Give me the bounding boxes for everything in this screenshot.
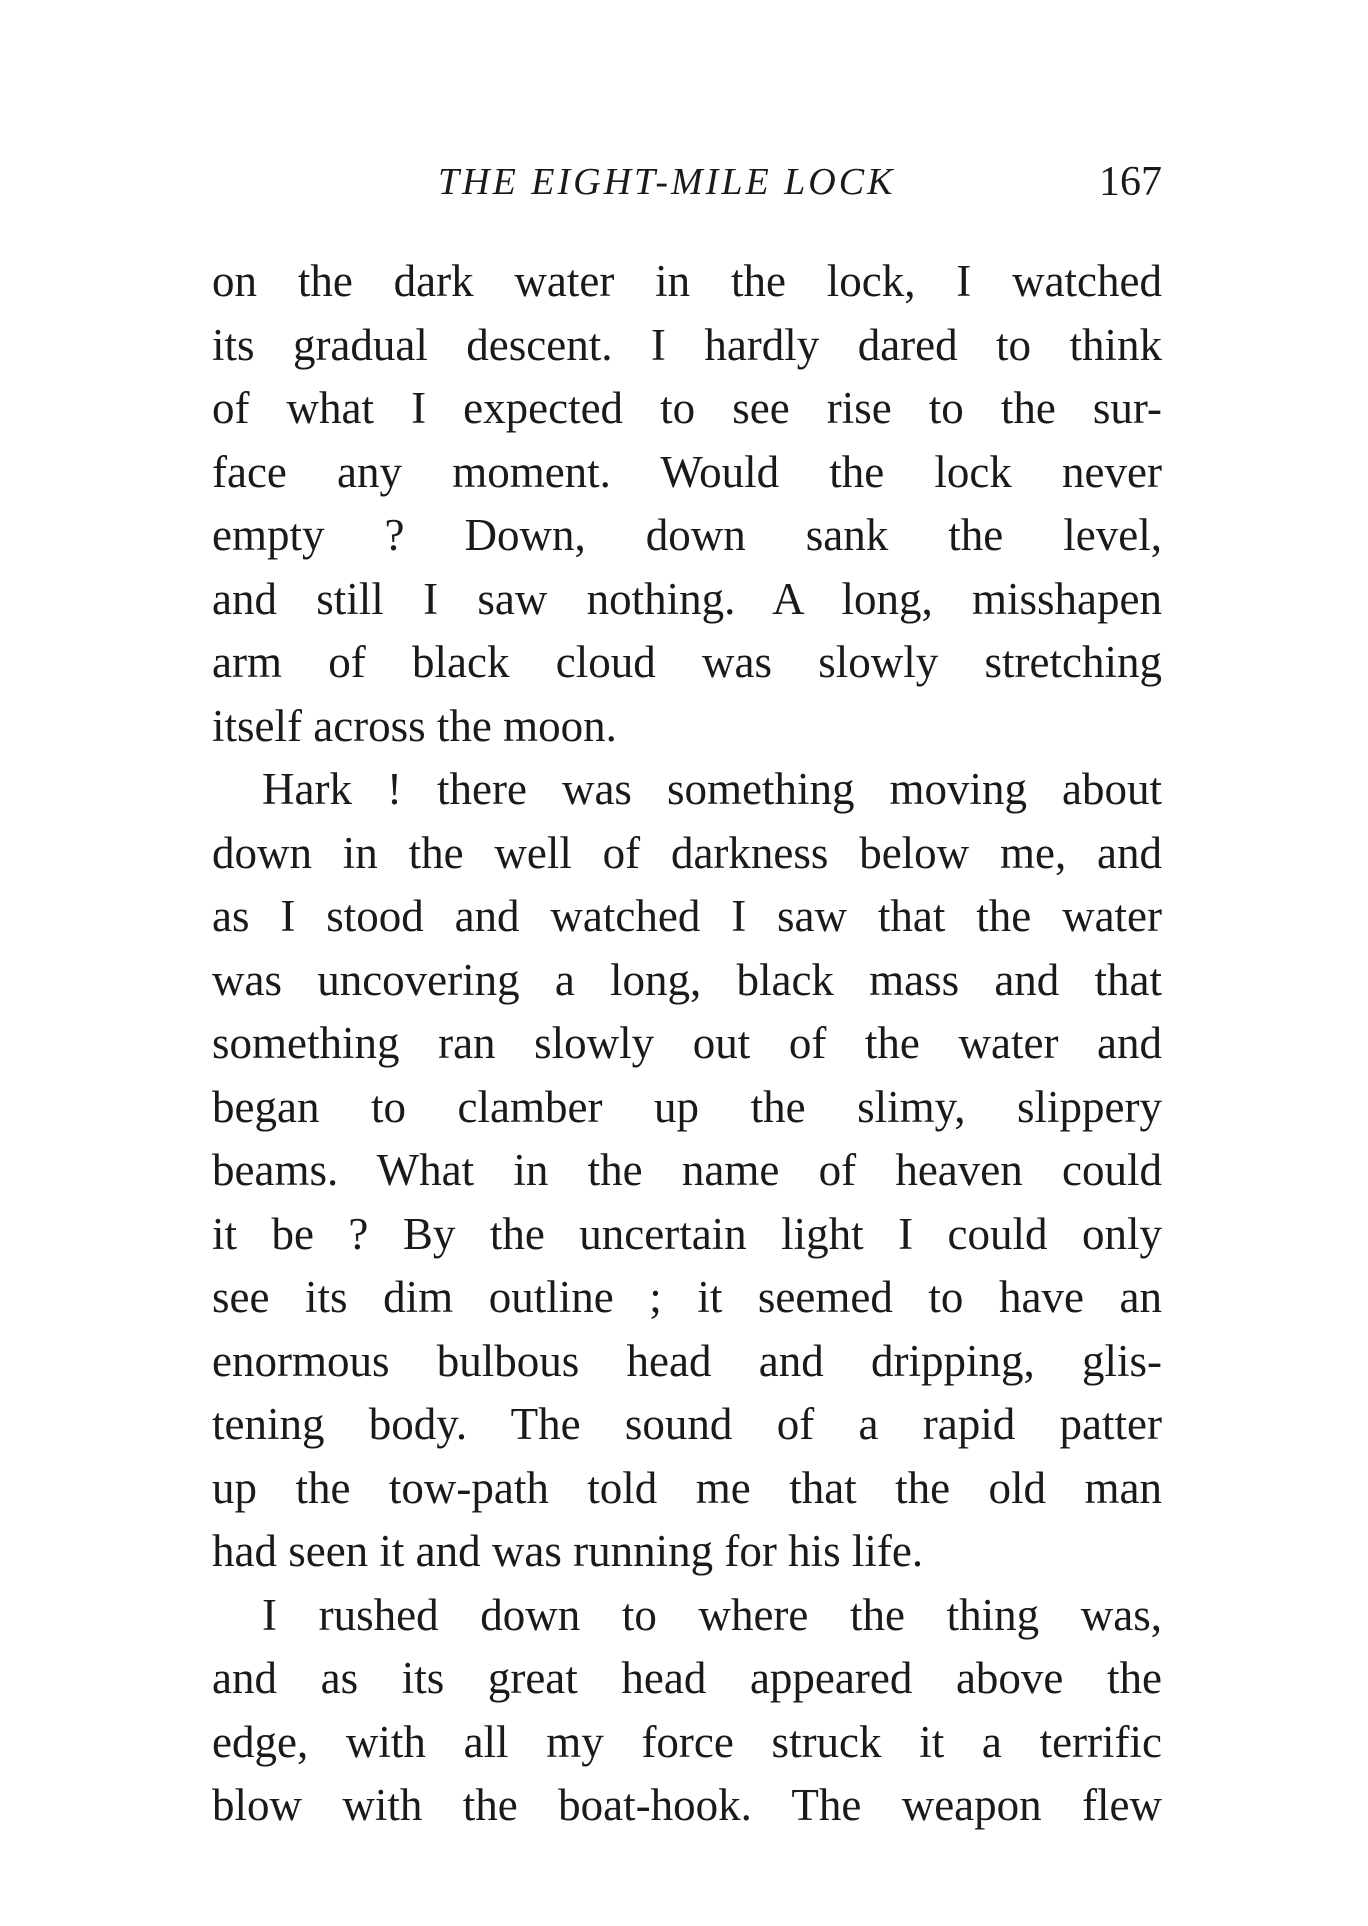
text-line: and as its great head appeared above the — [212, 1653, 1162, 1703]
paragraph-start-line: I rushed down to where the thing was, — [262, 1589, 1162, 1640]
text-line: something ran slowly out of the water and — [212, 1018, 1162, 1068]
text-line: enormous bulbous head and dripping, glis- — [212, 1335, 1162, 1386]
text-line: its gradual descent. I hardly dared to think — [212, 319, 1162, 370]
text-line: itself across the moon. — [212, 700, 617, 751]
text-line: had seen it and was running for his life. — [212, 1526, 924, 1576]
text-line: beams. What in the name of heaven could — [212, 1145, 1162, 1195]
running-title: THE EIGHT-MILE LOCK — [438, 161, 896, 203]
text-line: up the tow-path told me that the old man — [212, 1462, 1162, 1513]
text-line: and still I saw nothing. A long, misshapen — [212, 573, 1162, 624]
body-text — [212, 250, 1162, 1838]
text-line: tening body. The sound of a rapid patter — [212, 1399, 1162, 1449]
text-line: on the dark water in the lock, I watched — [212, 256, 1162, 306]
text-line: blow with the boat-hook. The weapon flew — [212, 1780, 1162, 1830]
text-line: empty ? Down, down sank the level, — [212, 510, 1162, 560]
paragraph-start-line: Hark ! there was something moving about — [262, 764, 1162, 814]
running-head — [212, 160, 1162, 220]
text-line: as I stood and watched I saw that the water — [212, 891, 1162, 941]
text-line: was uncovering a long, black mass and that — [212, 954, 1162, 1005]
text-line: edge, with all my force struck it a terrific — [212, 1716, 1162, 1767]
text-line: arm of black cloud was slowly stretching — [212, 637, 1162, 687]
text-line: of what I expected to see rise to the sur- — [212, 383, 1162, 433]
page-number: 167 — [1099, 159, 1162, 205]
text-line: began to clamber up the slimy, slippery — [212, 1081, 1162, 1132]
text-line: it be ? By the uncertain light I could only — [212, 1208, 1162, 1259]
text-line: see its dim outline ; it seemed to have an — [212, 1272, 1162, 1322]
text-line: down in the well of darkness below me, and — [212, 827, 1162, 878]
text-line: face any moment. Would the lock never — [212, 446, 1162, 497]
